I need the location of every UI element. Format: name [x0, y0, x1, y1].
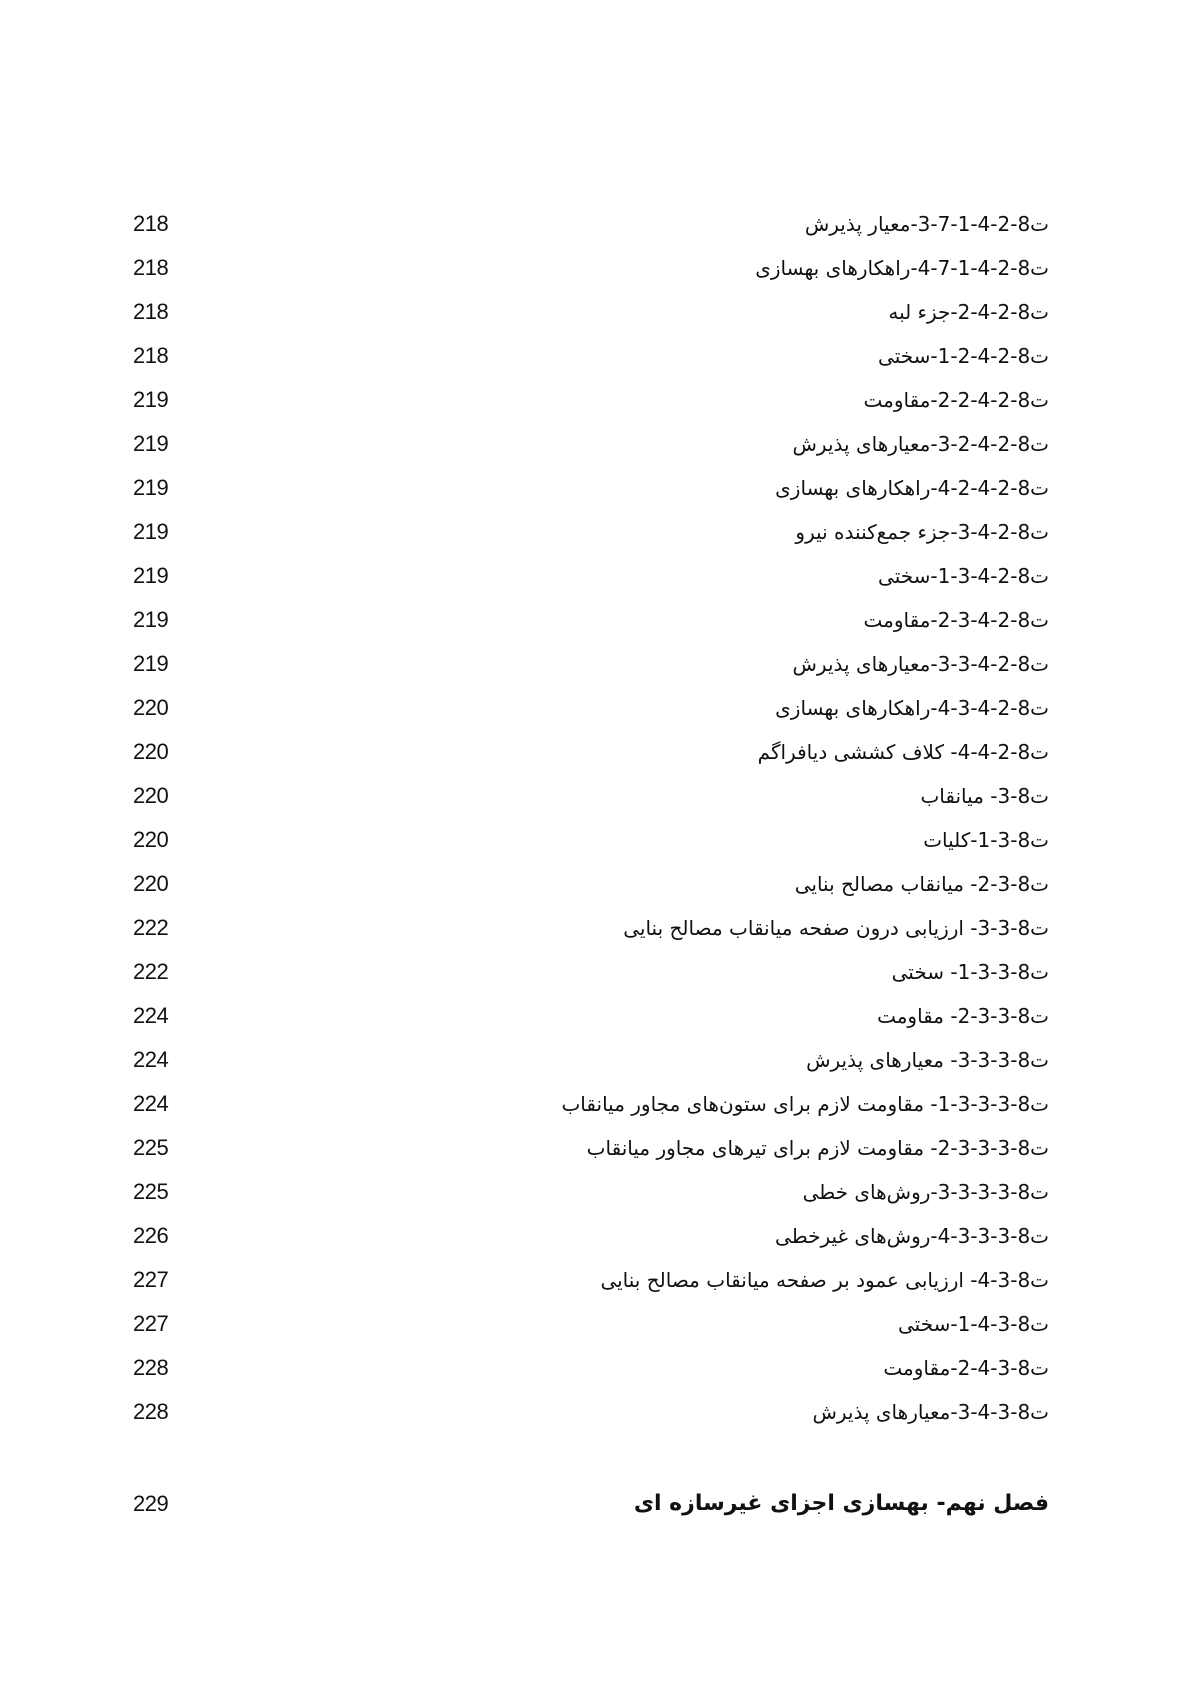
toc-entry	[0, 1002, 1191, 1046]
toc-entry-title: ت8-3-3- ارزیابی درون صفحه میانقاب مصالح بنایی	[623, 916, 1049, 940]
toc-entry-page-number: 225	[133, 1135, 169, 1160]
toc-entry-title: ت8-3-3-3-2- مقاومت لازم برای تیرهای مجاور میانقاب	[586, 1136, 1049, 1160]
toc-entry	[0, 1310, 1191, 1354]
toc-entry	[0, 1046, 1191, 1090]
toc-entry	[0, 1222, 1191, 1266]
toc-entry-title: ت8-2-4-3-1-سختی	[878, 564, 1049, 588]
toc-entry	[0, 1134, 1191, 1178]
toc-entry-page-number: 228	[133, 1399, 169, 1424]
toc-entry-page-number: 220	[133, 871, 169, 896]
toc-entry	[0, 606, 1191, 650]
toc-entry-title: ت8-3-4- ارزیابی عمود بر صفحه میانقاب مصالح بنایی	[600, 1268, 1049, 1292]
toc-entry-title: ت8-2-4-2-2-مقاومت	[863, 388, 1049, 412]
toc-entry-page-number: 218	[133, 255, 169, 280]
toc-entry-title: ت8-3-3-3- معیارهای پذیرش	[806, 1048, 1049, 1072]
toc-entry-page-number: 220	[133, 827, 169, 852]
toc-entry-page-number: 219	[133, 475, 169, 500]
toc-entry	[0, 474, 1191, 518]
toc-entry-page-number: 219	[133, 607, 169, 632]
toc-entry	[0, 562, 1191, 606]
toc-entry	[0, 210, 1191, 254]
toc-entry	[0, 1178, 1191, 1222]
toc-entry-title: ت8-3-4-3-معیارهای پذیرش	[812, 1400, 1049, 1424]
toc-entry	[0, 782, 1191, 826]
toc-entry-page-number: 227	[133, 1267, 169, 1292]
toc-entry	[0, 1266, 1191, 1310]
toc-entry-page-number: 224	[133, 1047, 169, 1072]
toc-entry-page-number: 219	[133, 387, 169, 412]
table-of-contents	[0, 210, 1191, 1442]
toc-entry-page-number: 220	[133, 783, 169, 808]
toc-entry	[0, 958, 1191, 1002]
toc-entry-page-number: 222	[133, 915, 169, 940]
toc-entry-title: ت8-3-3-3-4-روش‌های غیرخطی	[775, 1224, 1049, 1248]
toc-entry	[0, 1354, 1191, 1398]
toc-entry-title: ت8-2-4-3-4-راهکارهای بهسازی	[775, 696, 1049, 720]
toc-entry-page-number: 220	[133, 695, 169, 720]
toc-entry-title: ت8-2-4-1-7-3-معیار پذیرش	[804, 212, 1049, 236]
toc-entry	[0, 694, 1191, 738]
toc-entry-title: ت8-2-4-3-جزء جمع‌کننده نیرو	[795, 520, 1049, 544]
toc-entry-title: ت8-3-3-2- مقاومت	[877, 1004, 1049, 1028]
toc-entry-title: ت8-3-4-1-سختی	[897, 1312, 1049, 1336]
toc-entry-page-number: 218	[133, 211, 169, 236]
toc-entry	[0, 518, 1191, 562]
toc-entry	[0, 254, 1191, 298]
toc-entry	[0, 1090, 1191, 1134]
toc-entry-page-number: 222	[133, 959, 169, 984]
chapter-page-number: 229	[133, 1491, 169, 1516]
toc-entry-page-number: 220	[133, 739, 169, 764]
toc-entry	[0, 1398, 1191, 1442]
toc-entry-page-number: 219	[133, 651, 169, 676]
toc-entry-title: ت8-3-3-3-1- مقاومت لازم برای ستون‌های مجاور میانقاب	[561, 1092, 1049, 1116]
toc-entry-title: ت8-2-4-4- کلاف کششی دیافراگم	[757, 740, 1049, 764]
toc-entry-title: ت8-3-3-3-3-روش‌های خطی	[802, 1180, 1049, 1204]
toc-entry	[0, 650, 1191, 694]
toc-entry	[0, 430, 1191, 474]
toc-entry	[0, 914, 1191, 958]
toc-entry-title: ت8-2-4-2-3-معیارهای پذیرش	[792, 432, 1049, 456]
toc-entry	[0, 298, 1191, 342]
toc-entry-title: ت8-2-4-2-4-راهکارهای بهسازی	[775, 476, 1049, 500]
toc-entry	[0, 386, 1191, 430]
toc-entry-title: ت8-3-2- میانقاب مصالح بنایی	[794, 872, 1049, 896]
toc-entry	[0, 342, 1191, 386]
toc-entry-page-number: 218	[133, 299, 169, 324]
chapter-title: فصل نهم- بهسازی اجزای غیرسازه ای	[633, 1491, 1049, 1516]
toc-entry-title: ت8-3-3-1- سختی	[891, 960, 1049, 984]
toc-entry	[0, 870, 1191, 914]
toc-entry-title: ت8-2-4-1-7-4-راهکارهای بهسازی	[755, 256, 1049, 280]
toc-entry-title: ت8-3- میانقاب	[920, 784, 1049, 808]
toc-entry-page-number: 228	[133, 1355, 169, 1380]
toc-entry-title: ت8-3-1-کلیات	[923, 828, 1049, 852]
toc-entry-title: ت8-2-4-3-3-معیارهای پذیرش	[792, 652, 1049, 676]
toc-entry-page-number: 226	[133, 1223, 169, 1248]
toc-entry-page-number: 224	[133, 1003, 169, 1028]
toc-entry-page-number: 219	[133, 519, 169, 544]
toc-entry-page-number: 218	[133, 343, 169, 368]
toc-entry-page-number: 219	[133, 431, 169, 456]
chapter-heading-row	[0, 1490, 1191, 1534]
toc-entry-title: ت8-3-4-2-مقاومت	[883, 1356, 1049, 1380]
toc-entry-page-number: 219	[133, 563, 169, 588]
toc-entry-page-number: 224	[133, 1091, 169, 1116]
toc-entry-title: ت8-2-4-3-2-مقاومت	[863, 608, 1049, 632]
toc-entry	[0, 738, 1191, 782]
toc-entry-page-number: 225	[133, 1179, 169, 1204]
toc-entry-page-number: 227	[133, 1311, 169, 1336]
toc-entry	[0, 826, 1191, 870]
toc-entry-title: ت8-2-4-2-جزء لبه	[888, 300, 1049, 324]
toc-entry-title: ت8-2-4-2-1-سختی	[878, 344, 1049, 368]
